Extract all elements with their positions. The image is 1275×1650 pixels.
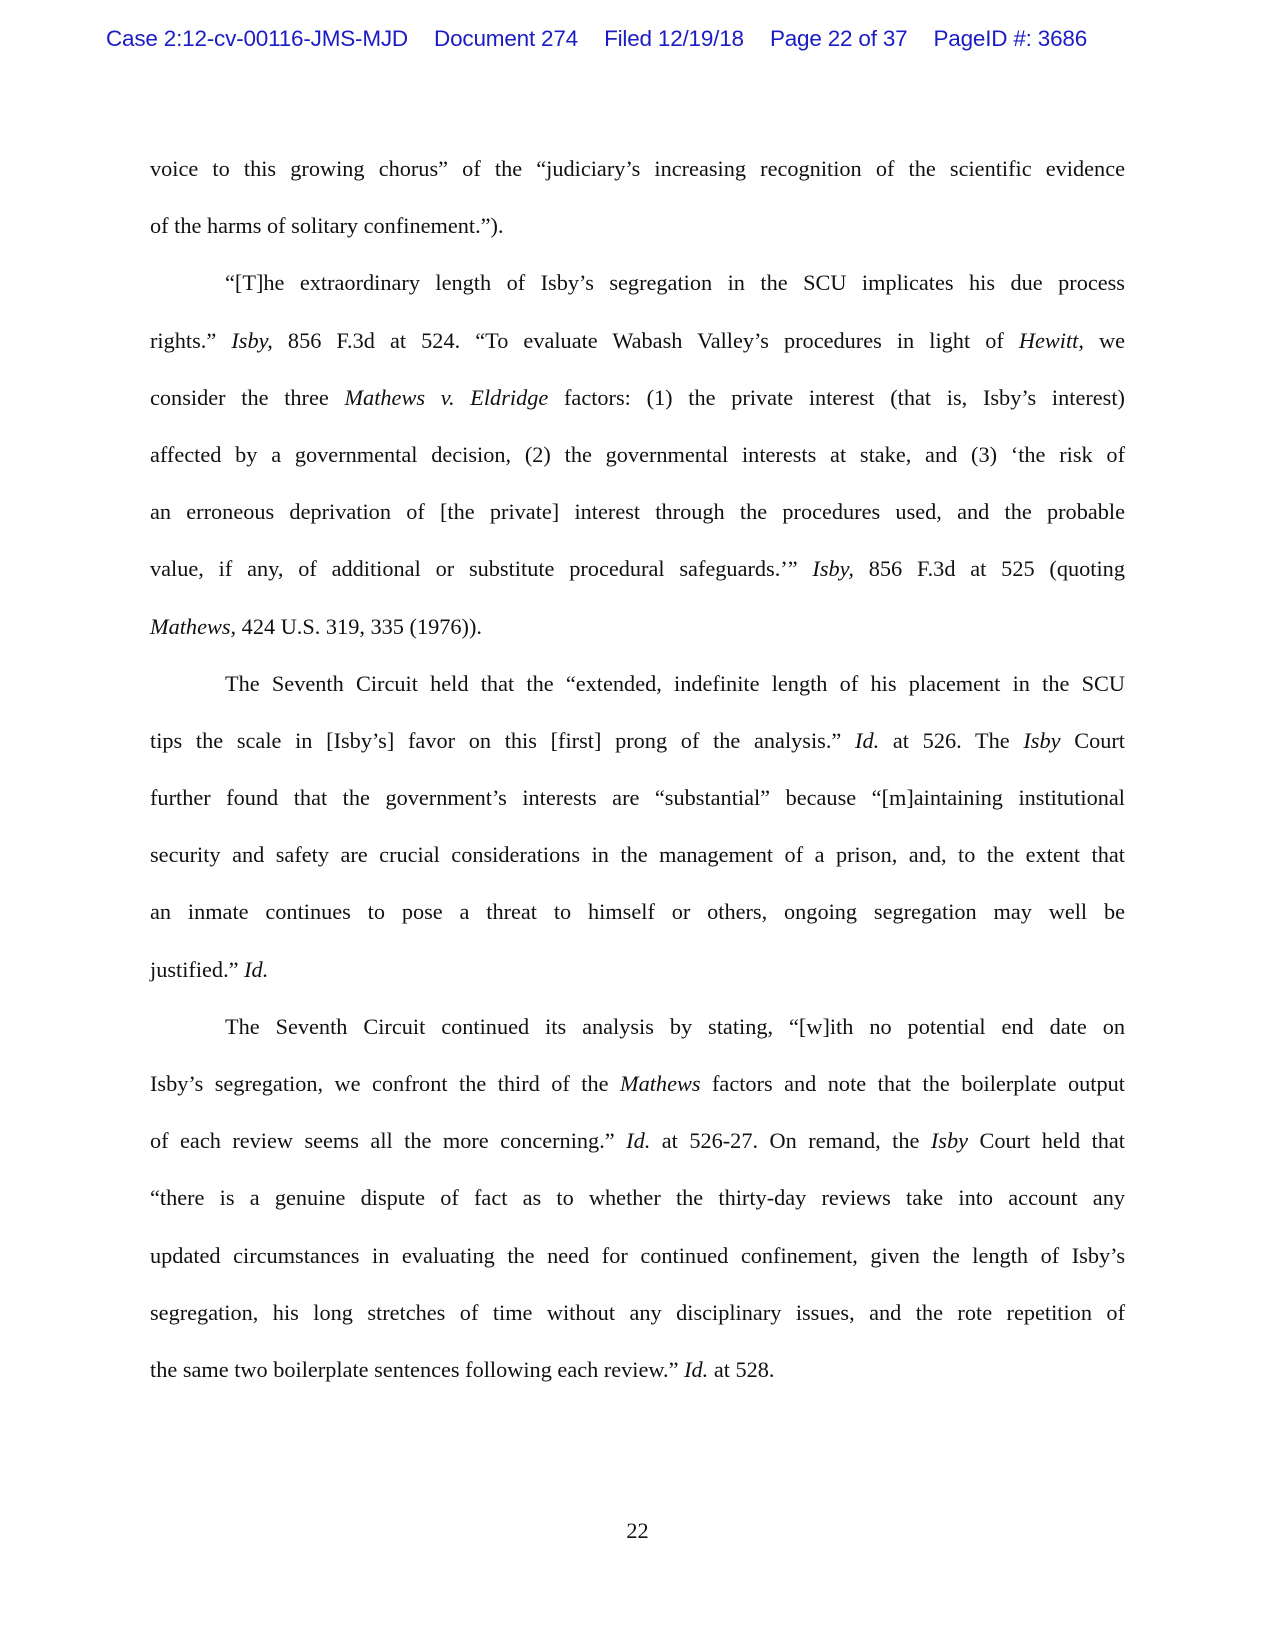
text-line (150, 1169, 1125, 1226)
text-segment: 856 F.3d at 524. “To evaluate Wabash Valley’s procedures in light of (272, 327, 1019, 353)
citation-italic: Mathews (620, 1071, 701, 1096)
page-id: PageID #: 3686 (933, 26, 1088, 51)
text-line (150, 369, 1125, 426)
citation-italic: Isby, (231, 327, 273, 353)
text-segment: rights.” (150, 327, 232, 353)
text-segment: tips the scale in [Isby’s] favor on this [first] prong of the analysis.” (150, 727, 856, 753)
text-line (150, 883, 1125, 940)
text-line (150, 312, 1125, 369)
citation-italic: Mathews v. Eldridge (344, 384, 549, 410)
text-segment: voice to this growing chorus” of the “judiciary’s increasing recognition of the scientific evidence (150, 156, 1125, 181)
citation-italic: Isby, (812, 556, 854, 582)
text-line (150, 655, 1125, 712)
text-line (150, 426, 1125, 483)
text-segment: at 528. (708, 1356, 775, 1382)
citation-italic: Mathews, (150, 613, 237, 639)
text-segment: 856 F.3d at 525 (quoting (853, 556, 1125, 582)
text-segment: at 526. The (879, 727, 1024, 753)
text-line (150, 197, 1125, 254)
text-line (150, 140, 1125, 197)
text-segment: an inmate continues to pose a threat to himself or others, ongoing segregation may well be (150, 899, 1125, 925)
text-segment: 424 U.S. 319, 335 (1976)). (236, 613, 482, 639)
text-segment: value, if any, of additional or substitute procedural safeguards.’” (150, 556, 813, 582)
document-body (150, 140, 1125, 1398)
text-segment: of each review seems all the more concerning.” (150, 1128, 627, 1154)
text-line (150, 598, 1125, 655)
text-segment: at 526-27. On remand, the (650, 1128, 931, 1154)
text-segment: justified.” (150, 956, 245, 982)
text-line (150, 826, 1125, 883)
text-segment: further found that the government’s interests are “substantial” because “[m]aintaining institutional (150, 785, 1125, 811)
page-number: 22 (626, 1518, 649, 1543)
text-line (150, 998, 1125, 1055)
citation-italic: Id. (855, 727, 880, 753)
text-segment: security and safety are crucial considerations in the management of a prison, and, to the extent that (150, 842, 1125, 868)
text-segment: an erroneous deprivation of [the private] interest through the procedures used, and the probable (150, 499, 1125, 525)
text-segment: “[T]he extraordinary length of Isby’s segregation in the SCU implicates his due process (225, 270, 1125, 296)
text-line (150, 941, 1125, 998)
text-segment: Court (1060, 727, 1126, 753)
document-number: Document 274 (434, 26, 578, 51)
text-segment: segregation, his long stretches of time without any disciplinary issues, and the rote repetition of (150, 1299, 1125, 1325)
text-line (150, 712, 1125, 769)
text-line (150, 1055, 1125, 1112)
text-segment: Court held that (968, 1128, 1126, 1154)
text-line (150, 1284, 1125, 1341)
text-line (150, 483, 1125, 540)
text-segment: , we (1078, 327, 1125, 353)
filing-header (106, 26, 1170, 52)
text-segment: The Seventh Circuit held that the “extended, indefinite length of his placement in the SCU (225, 670, 1125, 696)
text-segment: consider the three (150, 384, 345, 410)
text-segment: the same two boilerplate sentences following each review.” (150, 1356, 685, 1382)
text-segment: factors: (1) the private interest (that is, Isby’s interest) (548, 384, 1125, 410)
case-number: Case 2:12-cv-00116-JMS-MJD (106, 26, 408, 51)
page-count: Page 22 of 37 (769, 26, 908, 51)
text-segment: updated circumstances in evaluating the need for continued confinement, given the length of Isby’s (150, 1242, 1125, 1268)
text-segment: of the harms of solitary confinement.”). (150, 213, 504, 239)
text-line (150, 540, 1125, 597)
citation-italic: Id. (684, 1356, 709, 1382)
text-segment: “there is a genuine dispute of fact as to whether the thirty-day reviews take into account any (150, 1185, 1125, 1211)
text-segment: affected by a governmental decision, (2) the governmental interests at stake, and (3) ‘the risk of (150, 441, 1125, 467)
citation-italic: Hewitt (1018, 327, 1079, 353)
citation-italic: Isby (930, 1128, 968, 1154)
text-line (150, 769, 1125, 826)
text-segment: The Seventh Circuit continued its analysis by stating, “[w]ith no potential end date on (225, 1013, 1125, 1039)
filed-date: Filed 12/19/18 (604, 26, 744, 51)
text-line (150, 254, 1125, 311)
text-line (150, 1112, 1125, 1169)
citation-italic: Id. (244, 956, 269, 982)
text-segment: factors and note that the boilerplate output (700, 1071, 1125, 1096)
text-line (150, 1341, 1125, 1398)
text-segment: Isby’s segregation, we confront the third of the (150, 1071, 621, 1096)
text-line (150, 1227, 1125, 1284)
citation-italic: Id. (626, 1128, 651, 1154)
citation-italic: Isby (1023, 727, 1061, 753)
